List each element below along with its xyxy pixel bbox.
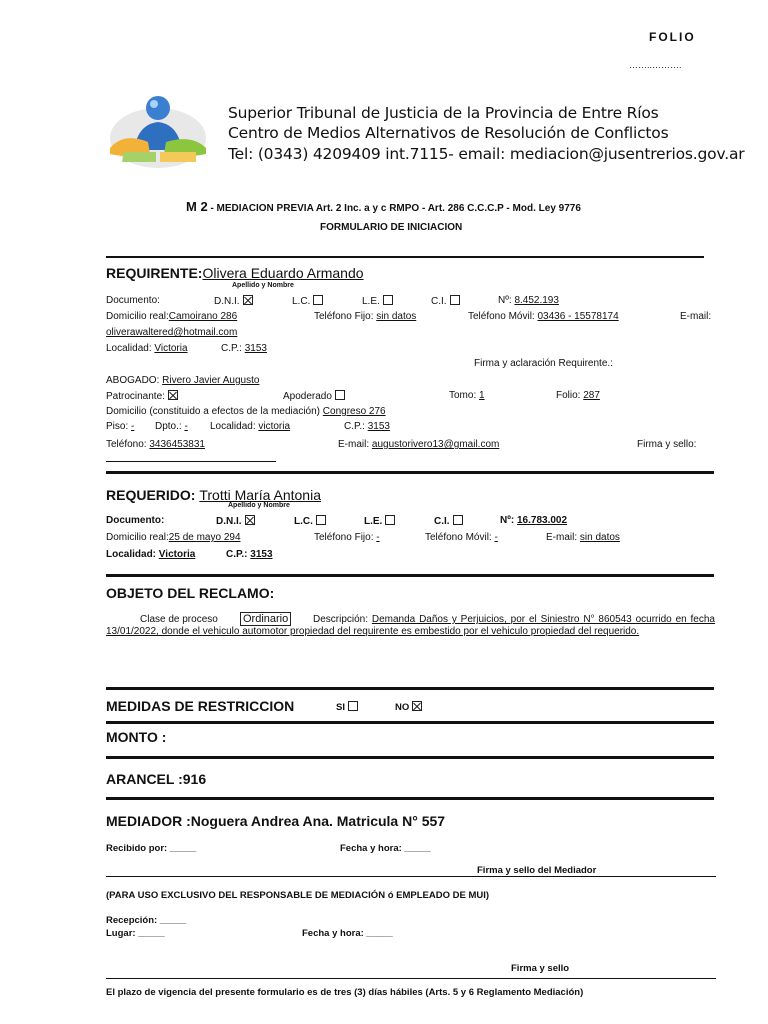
mediador-firma: Firma y sello del Mediador bbox=[477, 865, 597, 876]
abogado-localidad: Localidad: victoria bbox=[210, 421, 291, 432]
footer-text: El plazo de vigencia del presente formulario es de tres (3) días hábiles (Arts. 5 y 6 Reglamento Mediación) bbox=[106, 987, 584, 998]
requirente-localidad: Localidad: Victoria bbox=[106, 343, 188, 354]
uso-firma: Firma y sello bbox=[511, 963, 570, 974]
abogado-apoderado: Apoderado bbox=[283, 390, 345, 402]
dni-checkbox[interactable] bbox=[245, 515, 255, 525]
requerido-localidad: Localidad: Victoria bbox=[106, 549, 196, 560]
uso-recepcion: Recepción: _____ bbox=[106, 915, 187, 926]
firma-line bbox=[106, 461, 276, 462]
requerido-tel-movil: Teléfono Móvil: - bbox=[425, 532, 498, 543]
requerido-doc-label: Documento: bbox=[106, 515, 165, 526]
form-subtitle bbox=[186, 199, 581, 214]
divider bbox=[106, 574, 714, 577]
divider bbox=[106, 876, 716, 877]
requirente-lc: L.C. bbox=[292, 295, 323, 307]
abogado-firma: Firma y sello: bbox=[637, 439, 697, 450]
divider bbox=[106, 756, 714, 759]
ci-checkbox[interactable] bbox=[453, 515, 463, 525]
patrocinante-checkbox[interactable] bbox=[168, 390, 178, 400]
uso-fecha: Fecha y hora: _____ bbox=[302, 928, 393, 939]
requirente-domicilio: Domicilio real:Camoirano 286 bbox=[106, 311, 238, 322]
mediador-recibido: Recibido por: _____ bbox=[106, 843, 197, 854]
objeto-clase-label: Clase de proceso bbox=[140, 614, 218, 625]
requerido-tel-fijo: Teléfono Fijo: - bbox=[314, 532, 380, 543]
requirente-num: Nº: 8.452.193 bbox=[498, 295, 559, 306]
le-checkbox[interactable] bbox=[383, 295, 393, 305]
divider bbox=[106, 721, 714, 724]
requerido-cp: C.P.: 3153 bbox=[226, 549, 273, 560]
requerido-name-caption: Apellido y Nombre bbox=[228, 502, 290, 509]
header-line-3: Tel: (0343) 4209409 int.7115- email: mediacion@jusentrerios.gov.ar bbox=[228, 145, 745, 163]
objeto-clase-value[interactable]: Ordinario bbox=[240, 612, 291, 626]
objeto-descripcion: Descripción: Demanda Daños y Perjuicios, por el Siniestro N° 860543 ocurrido en fecha 13/01/2022, donde el vehiculo automotor propiedad del requirente es embestido por el vehiculo propiedad del requerido. bbox=[106, 614, 715, 637]
requirente-le: L.E. bbox=[362, 295, 393, 307]
requirente-name-caption: Apellido y Nombre bbox=[232, 282, 294, 289]
form-title: FORMULARIO DE INICIACION bbox=[320, 222, 463, 233]
divider bbox=[106, 797, 714, 800]
requirente-cp: C.P.: 3153 bbox=[221, 343, 267, 354]
requirente-heading bbox=[106, 265, 364, 281]
arancel-heading: ARANCEL :916 bbox=[106, 771, 207, 787]
requerido-num: Nº: 16.783.002 bbox=[500, 515, 568, 526]
no-checkbox[interactable] bbox=[412, 701, 422, 711]
requerido-email: E-mail: sin datos bbox=[546, 532, 620, 543]
requirente-email: oliverawaltered@hotmail.com bbox=[106, 327, 238, 338]
requerido-le: L.E. bbox=[364, 515, 395, 527]
requirente-tel-movil: Teléfono Móvil: 03436 - 15578174 bbox=[468, 311, 619, 322]
requirente-ci: C.I. bbox=[431, 295, 460, 307]
requirente-doc-label: Documento: bbox=[106, 295, 160, 306]
abogado-piso: Piso: - bbox=[106, 421, 135, 432]
divider bbox=[106, 256, 704, 258]
mediador-heading: MEDIADOR :Noguera Andrea Ana. Matricula N° 557 bbox=[106, 813, 446, 829]
abogado-email: E-mail: augustorivero13@gmail.com bbox=[338, 439, 500, 450]
requerido-dni: D.N.I. bbox=[216, 515, 255, 527]
abogado: ABOGADO: Rivero Javier Augusto bbox=[106, 375, 260, 386]
medidas-si: SI bbox=[336, 701, 358, 713]
requirente-firma: Firma y aclaración Requirente.: bbox=[474, 358, 613, 369]
folio-label: FOLIO bbox=[649, 30, 696, 44]
requirente-name: Olivera Eduardo Armando bbox=[202, 265, 364, 281]
institution-logo bbox=[104, 92, 212, 179]
header-line-1: Superior Tribunal de Justicia de la Provincia de Entre Ríos bbox=[228, 104, 659, 122]
divider bbox=[106, 978, 716, 979]
lc-checkbox[interactable] bbox=[313, 295, 323, 305]
apoderado-checkbox[interactable] bbox=[335, 390, 345, 400]
uso-lugar: Lugar: _____ bbox=[106, 928, 165, 939]
dni-checkbox[interactable] bbox=[243, 295, 253, 305]
divider bbox=[106, 471, 714, 474]
medidas-no: NO bbox=[395, 701, 422, 713]
requirente-dni: D.N.I. bbox=[214, 295, 253, 307]
requirente-label: REQUIRENTE: bbox=[106, 265, 203, 281]
requerido-domicilio: Domicilio real:25 de mayo 294 bbox=[106, 532, 241, 543]
lc-checkbox[interactable] bbox=[316, 515, 326, 525]
requerido-name: Trotti María Antonia bbox=[199, 487, 321, 503]
monto-heading: MONTO : bbox=[106, 729, 167, 745]
form-code-mark: M 2 bbox=[186, 199, 208, 214]
folio-dots: ……..………. bbox=[629, 60, 682, 70]
requirente-email-label: E-mail: bbox=[680, 311, 712, 322]
abogado-dpto: Dpto.: - bbox=[155, 421, 188, 432]
requerido-ci: C.I. bbox=[434, 515, 463, 527]
divider bbox=[106, 687, 714, 690]
abogado-telefono: Teléfono: 3436453831 bbox=[106, 439, 205, 450]
abogado-domicilio: Domicilio (constituido a efectos de la mediación) Congreso 276 bbox=[106, 406, 386, 417]
requerido-heading bbox=[106, 487, 321, 503]
abogado-tomo: Tomo: 1 bbox=[449, 390, 485, 401]
requerido-label: REQUERIDO: bbox=[106, 487, 196, 503]
uso-exclusivo-heading: (PARA USO EXCLUSIVO DEL RESPONSABLE DE MEDIACIÓN ó EMPLEADO DE MUI) bbox=[106, 890, 490, 901]
abogado-cp: C.P.: 3153 bbox=[344, 421, 390, 432]
medidas-heading: MEDIDAS DE RESTRICCION bbox=[106, 698, 295, 714]
form-subtitle-text: - MEDIACION PREVIA Art. 2 Inc. a y c RMPO - Art. 286 C.C.C.P - Mod. Ley 9776 bbox=[207, 203, 581, 214]
le-checkbox[interactable] bbox=[385, 515, 395, 525]
ci-checkbox[interactable] bbox=[450, 295, 460, 305]
abogado-folio: Folio: 287 bbox=[556, 390, 600, 401]
objeto-heading: OBJETO DEL RECLAMO: bbox=[106, 585, 275, 601]
abogado-patrocinante: Patrocinante: bbox=[106, 390, 178, 402]
requirente-tel-fijo: Teléfono Fijo: sin datos bbox=[314, 311, 417, 322]
si-checkbox[interactable] bbox=[348, 701, 358, 711]
header-line-2: Centro de Medios Alternativos de Resolución de Conflictos bbox=[228, 124, 669, 142]
requerido-lc: L.C. bbox=[294, 515, 326, 527]
mediador-fecha: Fecha y hora: _____ bbox=[340, 843, 431, 854]
